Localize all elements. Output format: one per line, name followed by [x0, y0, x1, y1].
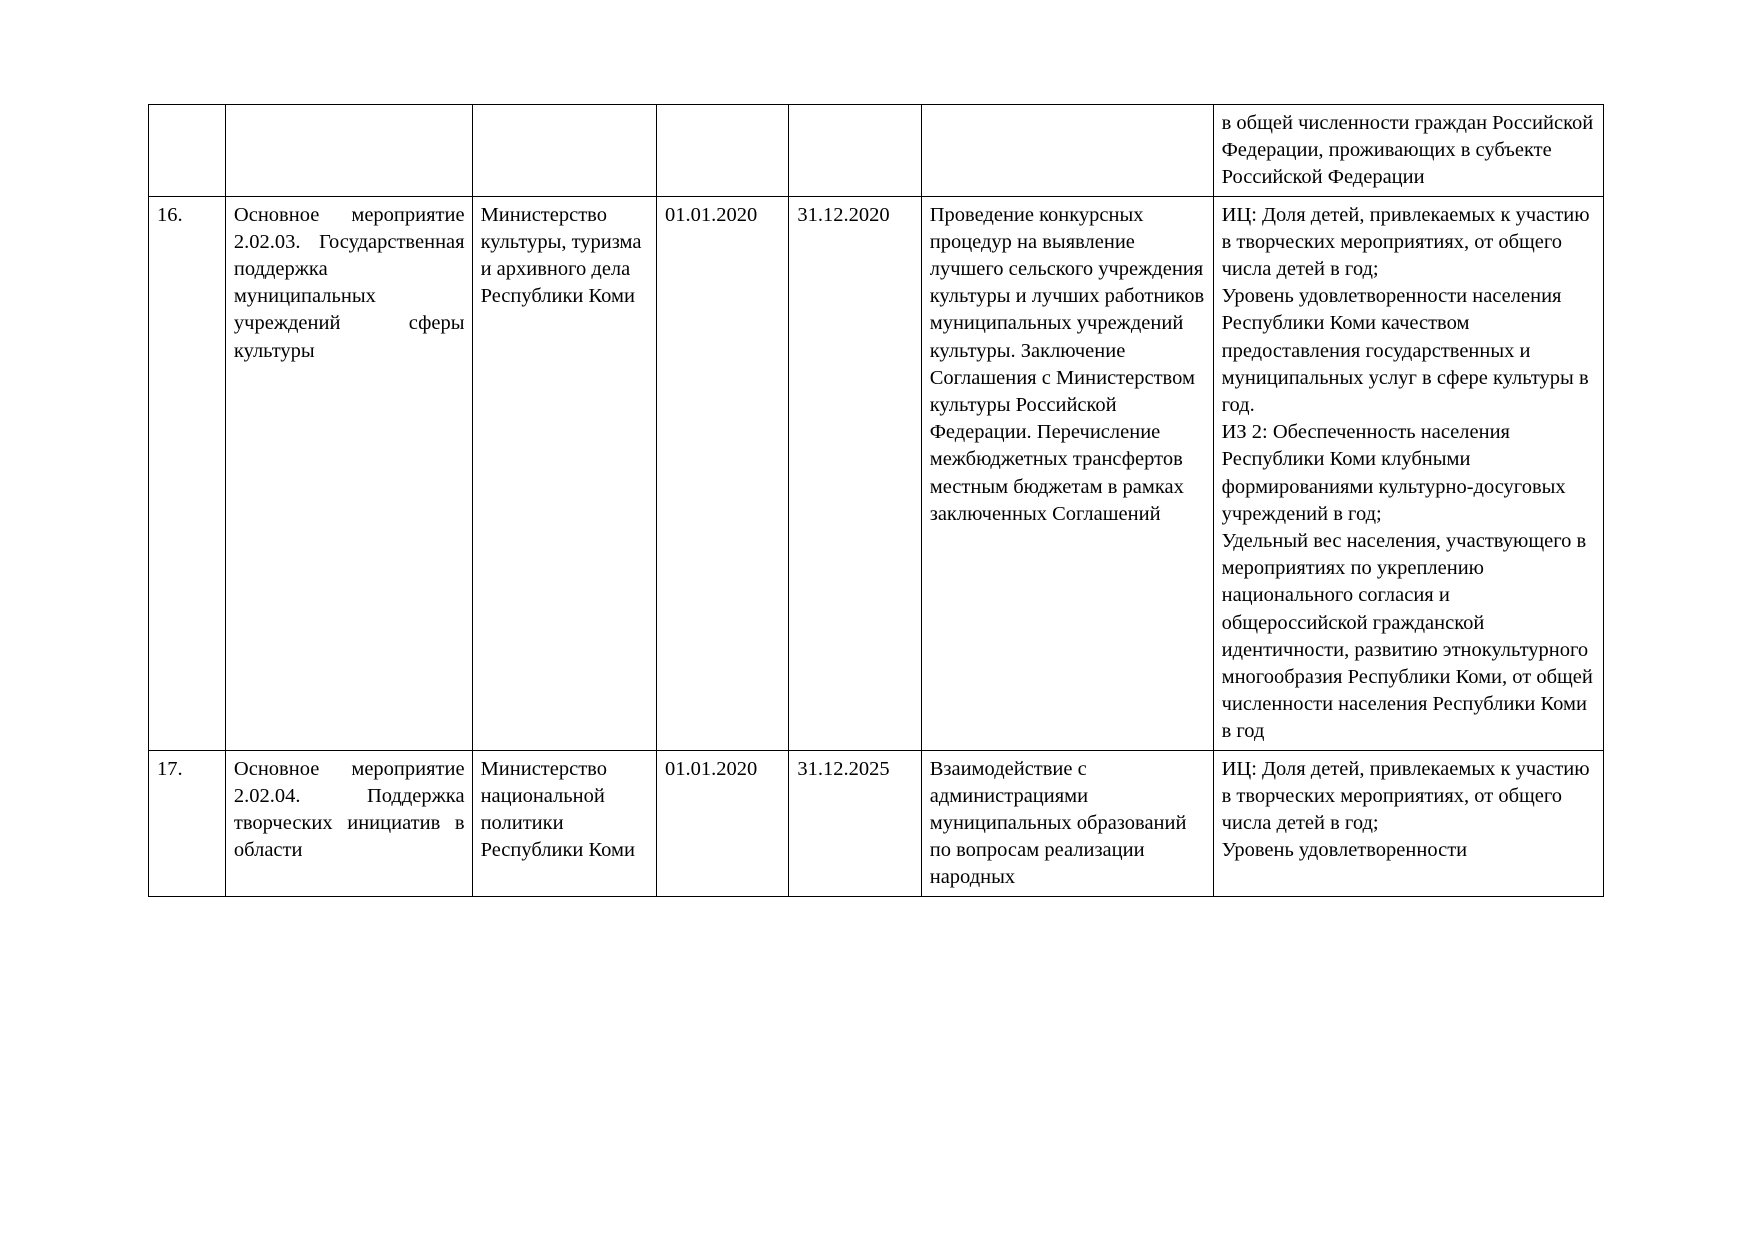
row-number: 17. — [149, 750, 226, 896]
row-activity-name: Основное мероприятие 2.02.03. Государственная поддержка муниципальных учреждений сферы культуры — [225, 196, 472, 750]
row-indicator: в общей численности граждан Российской Федерации, проживающих в субъекте Российской Федерации — [1213, 105, 1603, 197]
row-responsible-org: Министерство национальной политики Республики Коми — [472, 750, 656, 896]
row-end-date — [789, 105, 921, 197]
row-expected-result: Взаимодействие с администрациями муниципальных образований по вопросам реализации народных — [921, 750, 1213, 896]
program-activities-table — [148, 104, 1604, 897]
row-number: 16. — [149, 196, 226, 750]
row-indicator: ИЦ: Доля детей, привлекаемых к участию в творческих мероприятиях, от общего числа детей в год; Уровень удовлетворенности населения Республики Коми качеством предоставления государственных и муниципальных услуг в сфере культуры в год. ИЗ 2: Обеспеченность населения Республики Коми клубными формированиями культурно-досуговых учреждений в год; Удельный вес населения, участвующего в мероприятиях по укреплению национального согласия и общероссийской гражданской идентичности, развитию этнокультурного многообразия Республики Коми, от общей численности населения Республики Коми в год — [1213, 196, 1603, 750]
table-row — [149, 196, 1604, 750]
row-start-date: 01.01.2020 — [656, 196, 788, 750]
row-start-date — [656, 105, 788, 197]
row-number — [149, 105, 226, 197]
row-activity-name: Основное мероприятие 2.02.04. Поддержка творческих инициатив в области — [225, 750, 472, 896]
row-responsible-org — [472, 105, 656, 197]
row-end-date: 31.12.2025 — [789, 750, 921, 896]
row-activity-name — [225, 105, 472, 197]
table-row — [149, 750, 1604, 896]
row-responsible-org: Министерство культуры, туризма и архивного дела Республики Коми — [472, 196, 656, 750]
row-expected-result — [921, 105, 1213, 197]
row-end-date: 31.12.2020 — [789, 196, 921, 750]
row-indicator: ИЦ: Доля детей, привлекаемых к участию в творческих мероприятиях, от общего числа детей в год; Уровень удовлетворенности — [1213, 750, 1603, 896]
table-row — [149, 105, 1604, 197]
row-expected-result: Проведение конкурсных процедур на выявление лучшего сельского учреждения культуры и лучших работников муниципальных учреждений культуры. Заключение Соглашения с Министерством культуры Российской Федерации. Перечисление межбюджетных трансфертов местным бюджетам в рамках заключенных Соглашений — [921, 196, 1213, 750]
row-start-date: 01.01.2020 — [656, 750, 788, 896]
